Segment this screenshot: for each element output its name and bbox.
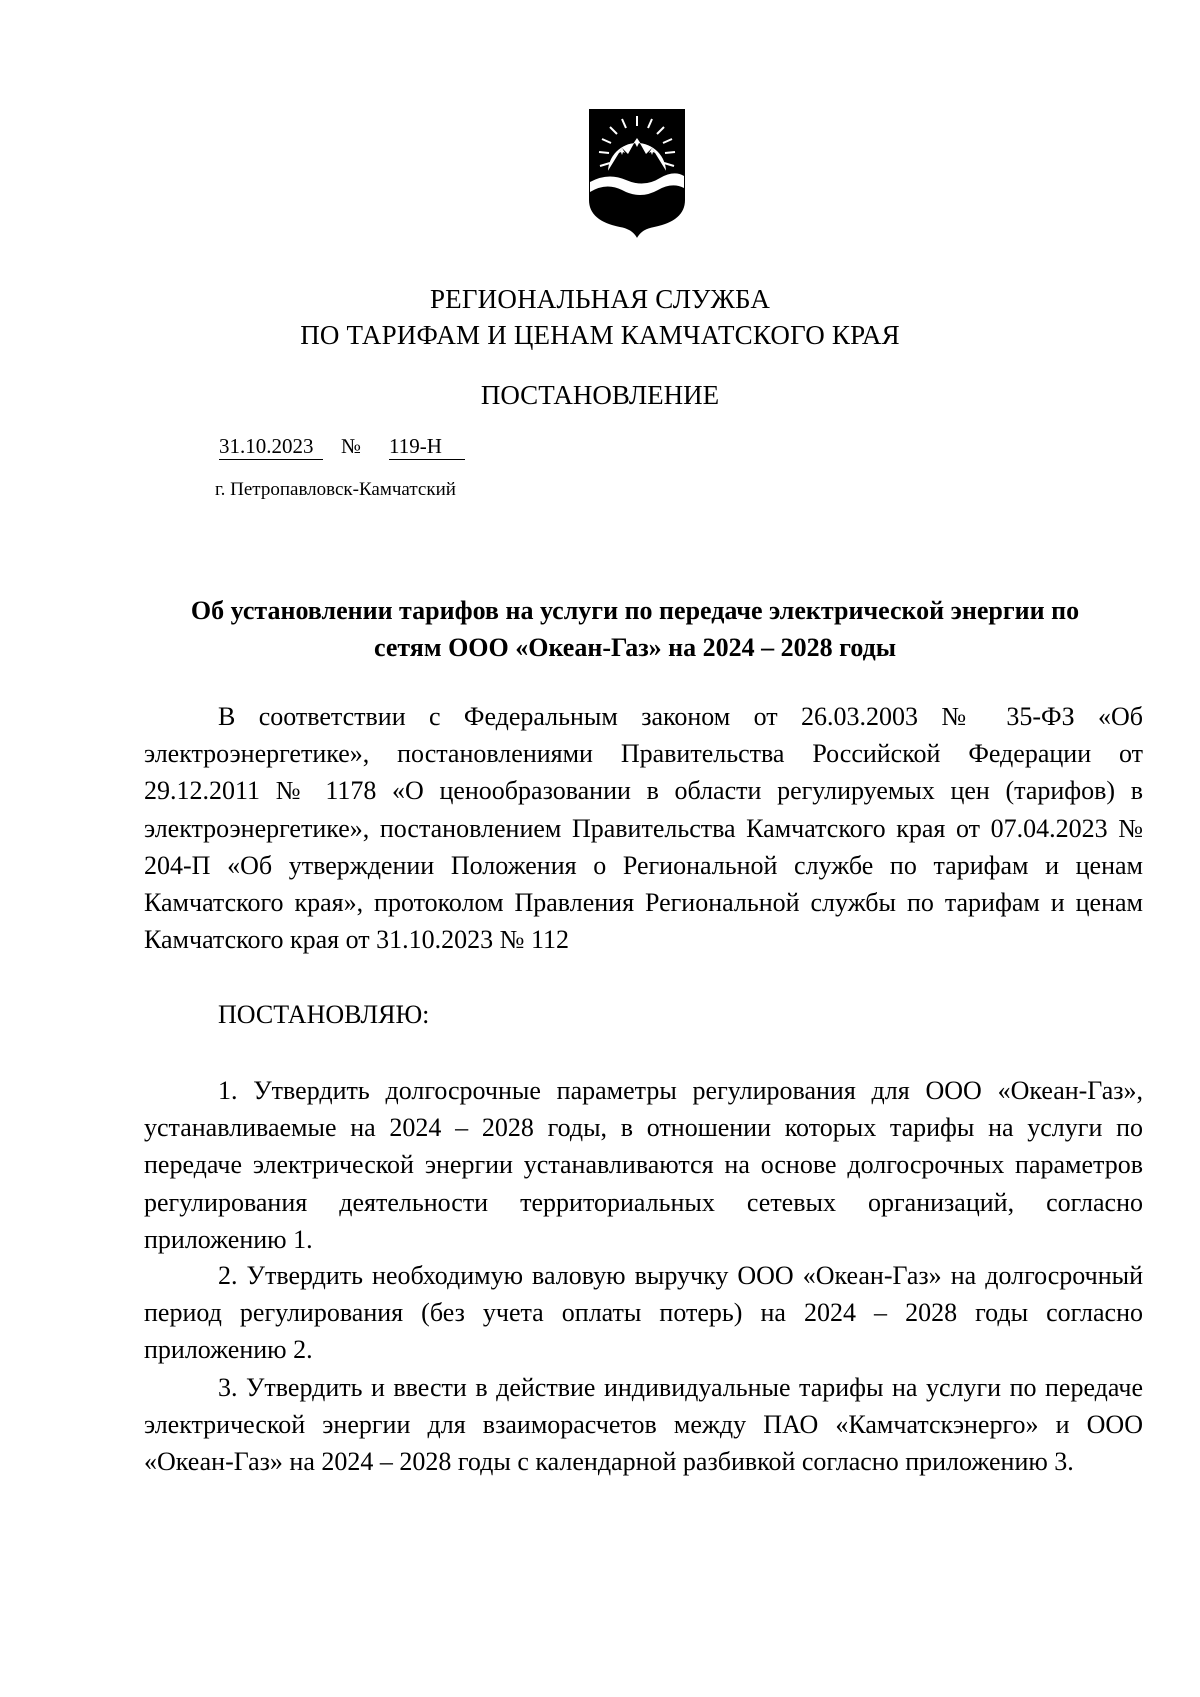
document-title-line1: Об установлении тарифов на услуги по передаче электрической энергии по [190,596,1080,625]
document-number: 119-Н [389,433,465,460]
document-title-line2: сетям ООО «Океан-Газ» на 2024 – 2028 годы [373,633,897,662]
document-type: ПОСТАНОВЛЕНИЕ [480,380,720,410]
org-name-line2: ПО ТАРИФАМ И ЦЕНАМ КАМЧАТСКОГО КРАЯ [300,320,900,350]
resolve-heading: ПОСТАНОВЛЯЮ: [218,1000,430,1029]
number-sign: № [341,434,362,458]
preamble-paragraph: В соответствии с Федеральным законом от 26.03.2003 № 35-ФЗ «Об электроэнергетике», постановлениями Правительства Российской Федерации от 29.12.2011 № 1178 «О ценообразовании в области регулируемых цен (тарифов) в электроэнергетике», постановлением Правительства Камчатского края от 07.04.2023 № 204-П «Об утверждении Положения о Региональной службе по тарифам и ценам Камчатского края», протоколом Правления Региональной службы по тарифам и ценам Камчатского края от 31.10.2023 № 112 [144,702,1143,955]
item-2-paragraph: 2. Утвердить необходимую валовую выручку ООО «Океан-Газ» на долгосрочный период регулирования (без учета оплаты потерь) на 2024 – 2028 годы согласно приложению 2. [144,1261,1143,1365]
city-name: г. Петропавловск-Камчатский [215,479,456,500]
document-title [140,592,1130,666]
item-1-paragraph: 1. Утвердить долгосрочные параметры регулирования для ООО «Океан-Газ», устанавливаемые на 2024 – 2028 годы, в отношении которых тарифы на услуги по передаче электрической энергии устанавливаются на основе долгосрочных параметров регулирования деятельности территориальных сетевых организаций, согласно приложению 1. [144,1076,1143,1254]
date-number-line [219,433,465,460]
item-3-paragraph: 3. Утвердить и ввести в действие индивидуальные тарифы на услуги по передаче электрической энергии для взаиморасчетов между ПАО «Камчатскэнерго» и ООО «Океан-Газ» на 2024 – 2028 годы с календарной разбивкой согласно приложению 3. [144,1373,1143,1477]
coat-of-arms-kamchatka-icon [588,108,686,238]
org-name-line1: РЕГИОНАЛЬНАЯ СЛУЖБА [429,284,771,314]
document-date: 31.10.2023 [219,433,323,460]
